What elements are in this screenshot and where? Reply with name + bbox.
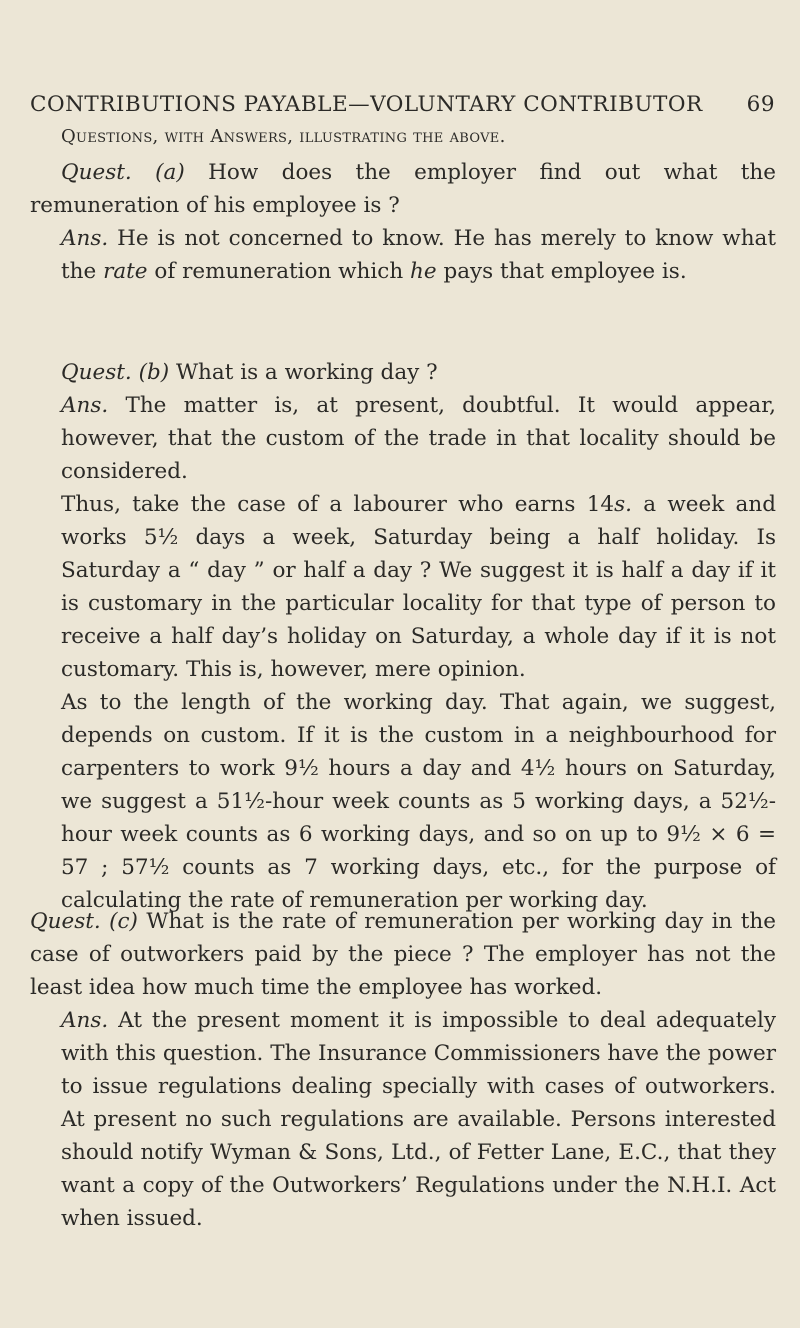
answer-text-part: a week and works 5½ days a week, Saturday being a half holiday. Is Saturday a “ day ” or half a day ? We suggest it is half a day if it is customary in the particular locality for that type of person to receive a half day’s holiday on Saturday, a whole day if it is not customary. This is, however, mere opinion.: [61, 492, 776, 682]
section-heading: [30, 120, 776, 153]
answer-label: Ans.: [61, 226, 109, 251]
answer-a-para: [61, 222, 776, 288]
question-a: [30, 156, 776, 222]
question-letter: (c): [109, 909, 138, 934]
question-letter: (b): [138, 360, 170, 385]
page-number: 69: [746, 92, 775, 117]
question-label: Quest.: [61, 360, 132, 385]
question-c-block: [30, 905, 776, 1235]
answer-text-part: pays that employee is.: [443, 259, 687, 284]
question-text: How does the employer find out what the remuneration of his employee is ?: [30, 160, 776, 218]
running-head: [30, 92, 775, 117]
answer-b-para-2: [61, 488, 776, 686]
answer-text-part: He is not concerned to know. He has merely to know what the: [61, 226, 776, 284]
question-text: What is the rate of remuneration per working day in the case of outworkers paid by the piece ? The employer has not the least idea how much time the employee has worked.: [30, 909, 776, 1000]
answer-c-para: [61, 1004, 776, 1235]
answer-c: [30, 1004, 776, 1235]
question-b: [30, 356, 776, 389]
answer-label: Ans.: [61, 1008, 109, 1033]
question-label: Quest.: [61, 160, 132, 185]
answer-text-part: Thus, take the case of a labourer who earns 14: [61, 492, 615, 517]
answer-b-para-3: As to the length of the working day. That again, we suggest, depends on custom. If it is the custom in a neighbourhood for carpenters to work 9½ hours a day and 4½ hours on Saturday, we suggest a 51½-hour week counts as 5 working days, a 52½-hour week counts as 6 working days, and so on up to 9½ × 6 = 57 ; 57½ counts as 7 working days, etc., for the purpose of calculating the rate of remuneration per working day.: [61, 690, 776, 913]
answer-text: At the present moment it is impossible to deal adequately with this question. The Insurance Commissioners have the power to issue regulations dealing specially with cases of outworkers. At present no such regulations are available. Persons interested should notify Wyman & Sons, Ltd., of Fetter Lane, E.C., that they want a copy of the Outworkers’ Regulations under the N.H.I. Act when issued.: [61, 1008, 776, 1231]
running-head-title: CONTRIBUTIONS PAYABLE—VOLUNTARY CONTRIBUTOR: [30, 92, 703, 117]
section-heading-text: Questions, with Answers, illustrating the above.: [61, 126, 506, 147]
shilling-abbrev: s.: [614, 492, 632, 517]
question-label: Quest.: [30, 909, 101, 934]
answer-text: The matter is, at present, doubtful. It would appear, however, that the custom of the trade in that locality should be considered.: [61, 393, 776, 484]
answer-a: [30, 222, 776, 288]
question-a-block: [30, 156, 776, 288]
question-text: What is a working day ?: [175, 360, 438, 385]
question-c: [30, 905, 776, 1004]
question-letter: (a): [155, 160, 185, 185]
answer-b-para-1: [61, 389, 776, 488]
answer-label: Ans.: [61, 393, 109, 418]
answer-emphasis: rate: [103, 259, 148, 284]
question-b-block: [30, 356, 776, 917]
answer-emphasis: he: [410, 259, 437, 284]
answer-text-part: of remuneration which: [154, 259, 404, 284]
answer-b: [30, 389, 776, 917]
